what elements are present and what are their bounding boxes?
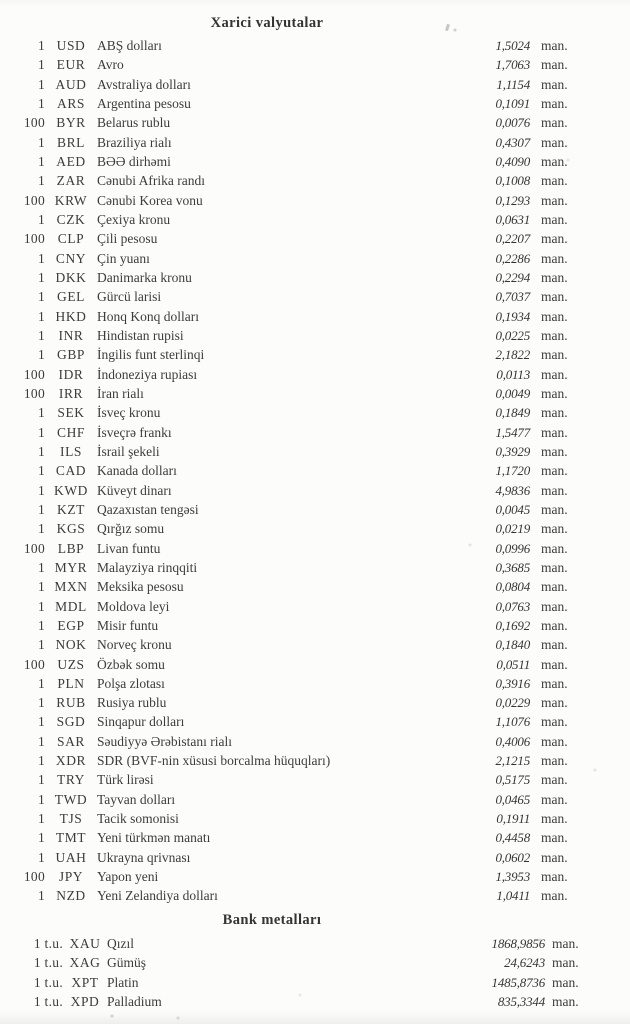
currency-code: AUD xyxy=(55,76,87,92)
metal-code: XAG xyxy=(69,955,101,971)
currency-quantity: 1 xyxy=(37,405,45,421)
currency-rate-row xyxy=(0,171,630,190)
currency-unit-suffix: man. xyxy=(541,830,568,846)
currency-name: Səudiyyə Ərəbistanı rialı xyxy=(97,733,232,749)
currency-code: SEK xyxy=(57,405,85,421)
currency-name: Cənubi Afrika randı xyxy=(97,173,205,189)
currency-name: Yapon yeni xyxy=(97,869,159,885)
currency-code: KRW xyxy=(54,192,88,208)
currency-rate-value: 0,2207 xyxy=(495,231,530,247)
metal-unit-suffix: man. xyxy=(552,993,579,1009)
currency-rate-row xyxy=(0,616,630,635)
currency-unit-suffix: man. xyxy=(541,57,568,73)
currency-code: UZS xyxy=(57,656,85,672)
currency-code: INR xyxy=(58,327,84,343)
currency-rate-value: 0,1911 xyxy=(496,811,530,827)
currency-rate-value: 0,1934 xyxy=(495,308,530,324)
currency-unit-suffix: man. xyxy=(541,231,568,247)
currency-quantity: 1 xyxy=(37,772,45,788)
currency-unit-suffix: man. xyxy=(541,579,568,595)
currency-code: CNY xyxy=(55,250,87,266)
currency-quantity: 1 xyxy=(37,482,45,498)
currency-code: TRY xyxy=(56,772,86,788)
currency-unit-suffix: man. xyxy=(541,173,568,189)
currency-name: Tayvan dolları xyxy=(97,791,176,807)
currency-name: Sinqapur dolları xyxy=(97,714,185,730)
currency-rate-value: 0,0763 xyxy=(495,598,530,614)
currency-unit-suffix: man. xyxy=(541,521,568,537)
currency-unit-suffix: man. xyxy=(541,869,568,885)
currency-name: İsveçrə frankı xyxy=(97,424,172,440)
currency-rate-value: 0,4458 xyxy=(495,830,530,846)
metal-rate-row xyxy=(0,934,630,953)
currency-rate-value: 1,0411 xyxy=(496,888,530,904)
metal-unit-suffix: man. xyxy=(552,974,579,990)
currency-code: MXN xyxy=(54,579,88,595)
currency-rate-value: 0,0049 xyxy=(495,385,530,401)
currency-rate-value: 0,4006 xyxy=(495,733,530,749)
currency-rate-value: 2,1822 xyxy=(495,347,530,363)
currency-quantity: 1 xyxy=(37,269,45,285)
currency-code: TWD xyxy=(54,791,88,807)
currency-quantity: 1 xyxy=(37,76,45,92)
currency-rate-value: 0,4307 xyxy=(495,134,530,150)
currency-code: SAR xyxy=(56,733,86,749)
currency-rate-value: 0,0804 xyxy=(495,579,530,595)
currency-name: Avstraliya dolları xyxy=(97,76,191,92)
currency-name: Çin yuanı xyxy=(97,250,150,266)
metal-rate-row xyxy=(0,953,630,972)
currency-code: CHF xyxy=(56,424,86,440)
currency-quantity: 1 xyxy=(37,579,45,595)
currency-rate-value: 0,3916 xyxy=(495,675,530,691)
currency-rate-row xyxy=(0,94,630,113)
currency-name: Qazaxıstan tengəsi xyxy=(97,501,199,517)
currency-name: İngilis funt sterlinqi xyxy=(97,347,205,363)
currency-rate-row xyxy=(0,191,630,210)
currency-unit-suffix: man. xyxy=(541,308,568,324)
currency-rate-value: 1,5477 xyxy=(495,424,530,440)
currency-name: Tacik somonisi xyxy=(97,811,179,827)
currency-quantity: 1 xyxy=(37,888,45,904)
currency-rate-row xyxy=(0,790,630,809)
currency-quantity: 1 xyxy=(37,598,45,614)
currency-quantity: 1 xyxy=(37,327,45,343)
currency-quantity: 100 xyxy=(23,385,45,401)
currency-unit-suffix: man. xyxy=(541,327,568,343)
currency-rate-row xyxy=(0,577,630,596)
currency-unit-suffix: man. xyxy=(541,250,568,266)
currency-rate-row xyxy=(0,828,630,847)
currency-unit-suffix: man. xyxy=(541,695,568,711)
currency-unit-suffix: man. xyxy=(541,38,568,53)
currency-name: Misir funtu xyxy=(97,617,159,633)
currency-name: Malayziya rinqqiti xyxy=(97,559,198,575)
currency-rate-row xyxy=(0,113,630,132)
currency-code: UAH xyxy=(55,849,87,865)
currency-rate-row xyxy=(0,770,630,789)
currency-code: DKK xyxy=(55,269,87,285)
currency-unit-suffix: man. xyxy=(541,366,568,382)
metal-unit-suffix: man. xyxy=(552,955,579,971)
currency-quantity: 100 xyxy=(23,192,45,208)
currency-name: İndoneziya rupiası xyxy=(97,366,198,382)
metal-quantity: 1 t.u. xyxy=(33,993,63,1009)
currency-rate-value: 0,1849 xyxy=(495,405,530,421)
currency-rate-value: 0,5175 xyxy=(495,772,530,788)
currency-rate-row xyxy=(0,519,630,538)
currency-rate-row xyxy=(0,481,630,500)
currency-unit-suffix: man. xyxy=(541,424,568,440)
currency-quantity: 1 xyxy=(37,753,45,769)
currency-rate-row xyxy=(0,655,630,674)
currency-rate-row xyxy=(0,403,630,422)
currency-name: Çili pesosu xyxy=(97,231,158,247)
currency-code: RUB xyxy=(56,695,86,711)
currency-name: BƏƏ dirhəmi xyxy=(97,153,171,169)
currency-rate-row xyxy=(0,36,630,55)
currency-rate-row xyxy=(0,326,630,345)
currency-name: Hindistan rupisi xyxy=(97,327,184,343)
currency-code: IRR xyxy=(58,385,84,401)
currency-rate-value: 0,1840 xyxy=(495,637,530,653)
currency-rate-row xyxy=(0,693,630,712)
currency-unit-suffix: man. xyxy=(541,772,568,788)
currency-code: CLP xyxy=(57,231,85,247)
currency-rate-value: 0,0113 xyxy=(496,366,530,382)
metal-rate-value: 1868,9856 xyxy=(491,936,545,951)
currency-rate-row xyxy=(0,229,630,248)
metal-rate-row xyxy=(0,992,630,1011)
currency-name: Meksika pesosu xyxy=(97,579,184,595)
currency-quantity: 1 xyxy=(37,57,45,73)
currency-rate-row xyxy=(0,732,630,751)
metal-code: XPD xyxy=(70,993,100,1009)
currency-quantity: 1 xyxy=(37,443,45,459)
currency-quantity: 1 xyxy=(37,463,45,479)
currency-name: ABŞ dolları xyxy=(97,38,162,53)
currency-code: TMT xyxy=(55,830,87,846)
currency-rate-row xyxy=(0,886,630,905)
currency-unit-suffix: man. xyxy=(541,385,568,401)
bank-metals-rate-table xyxy=(0,934,630,1011)
currency-quantity: 1 xyxy=(37,153,45,169)
currency-rate-row xyxy=(0,133,630,152)
currency-quantity: 100 xyxy=(23,231,45,247)
currency-rate-value: 0,7037 xyxy=(495,289,530,305)
metal-code: XAU xyxy=(69,936,101,951)
currency-quantity: 1 xyxy=(37,308,45,324)
metal-unit-suffix: man. xyxy=(552,936,579,951)
currency-rate-row xyxy=(0,809,630,828)
currency-rate-row xyxy=(0,345,630,364)
currency-unit-suffix: man. xyxy=(541,811,568,827)
currency-code: LBP xyxy=(57,540,85,556)
currency-rate-row xyxy=(0,384,630,403)
currency-code: NOK xyxy=(55,637,87,653)
currency-rate-row xyxy=(0,674,630,693)
currency-unit-suffix: man. xyxy=(541,192,568,208)
metal-quantity: 1 t.u. xyxy=(33,974,63,990)
currency-rate-value: 0,3929 xyxy=(495,443,530,459)
currency-code: JPY xyxy=(58,869,84,885)
currency-name: Yeni Zelandiya dolları xyxy=(97,888,218,904)
currency-code: IDR xyxy=(58,366,84,382)
metal-quantity: 1 t.u. xyxy=(33,936,63,951)
currency-quantity: 1 xyxy=(37,211,45,227)
currency-code: EUR xyxy=(56,57,86,73)
currency-name: Türk lirəsi xyxy=(97,772,154,788)
currency-code: SGD xyxy=(56,714,86,730)
currency-quantity: 1 xyxy=(37,424,45,440)
currency-code: TJS xyxy=(59,811,83,827)
currency-name: İran rialı xyxy=(97,385,144,401)
currency-quantity: 1 xyxy=(37,811,45,827)
currency-rate-value: 0,2286 xyxy=(495,250,530,266)
currency-quantity: 100 xyxy=(23,366,45,382)
currency-unit-suffix: man. xyxy=(541,115,568,131)
currency-unit-suffix: man. xyxy=(541,656,568,672)
currency-rate-value: 0,0076 xyxy=(495,115,530,131)
metal-name: Qızıl xyxy=(107,936,134,951)
currency-rate-row xyxy=(0,287,630,306)
metal-rate-value: 1485,8736 xyxy=(491,974,545,990)
currency-name: Honq Konq dolları xyxy=(97,308,199,324)
metal-name: Palladium xyxy=(107,993,162,1009)
currency-name: İsveç kronu xyxy=(97,405,161,421)
currency-rate-row xyxy=(0,539,630,558)
currency-rate-row xyxy=(0,635,630,654)
currency-name: Belarus rublu xyxy=(97,115,171,131)
currency-unit-suffix: man. xyxy=(541,617,568,633)
currency-rate-value: 0,0631 xyxy=(495,211,530,227)
currency-code: CAD xyxy=(55,463,87,479)
metal-rate-value: 24,6243 xyxy=(504,955,545,971)
currency-rate-value: 0,0229 xyxy=(495,695,530,711)
currency-rate-value: 1,7063 xyxy=(495,57,530,73)
currency-name: Kanada dolları xyxy=(97,463,177,479)
currency-quantity: 1 xyxy=(37,675,45,691)
currency-name: Braziliya rialı xyxy=(97,134,172,150)
currency-code: ILS xyxy=(59,443,83,459)
currency-unit-suffix: man. xyxy=(541,598,568,614)
currency-rate-row xyxy=(0,268,630,287)
metal-name: Platin xyxy=(107,974,139,990)
currency-rate-row xyxy=(0,867,630,886)
currency-quantity: 1 xyxy=(37,733,45,749)
currency-name: Qırğız somu xyxy=(97,521,165,537)
currency-unit-suffix: man. xyxy=(541,753,568,769)
currency-unit-suffix: man. xyxy=(541,714,568,730)
currency-quantity: 100 xyxy=(23,869,45,885)
currency-rate-row xyxy=(0,558,630,577)
currency-quantity: 1 xyxy=(37,289,45,305)
currency-unit-suffix: man. xyxy=(541,888,568,904)
currency-unit-suffix: man. xyxy=(541,289,568,305)
currency-code: MYR xyxy=(54,559,88,575)
currency-unit-suffix: man. xyxy=(541,95,568,111)
currency-unit-suffix: man. xyxy=(541,269,568,285)
currency-quantity: 1 xyxy=(37,695,45,711)
currency-rate-value: 0,1008 xyxy=(495,173,530,189)
currency-rate-table xyxy=(0,36,630,906)
currency-rate-row xyxy=(0,500,630,519)
currency-name: Cənubi Korea vonu xyxy=(97,192,203,208)
currency-code: CZK xyxy=(56,211,86,227)
metal-quantity: 1 t.u. xyxy=(33,955,63,971)
currency-code: BRL xyxy=(56,134,86,150)
currency-name: Gürcü larisi xyxy=(97,289,162,305)
currency-unit-suffix: man. xyxy=(541,482,568,498)
currency-quantity: 1 xyxy=(37,637,45,653)
currency-unit-suffix: man. xyxy=(541,443,568,459)
metal-name: Gümüş xyxy=(107,955,147,971)
currency-name: Avro xyxy=(97,57,124,73)
currency-rate-value: 1,1154 xyxy=(496,76,530,92)
currency-code: USD xyxy=(56,38,86,53)
currency-rate-row xyxy=(0,751,630,770)
currency-rate-value: 1,3953 xyxy=(495,869,530,885)
currency-rate-row xyxy=(0,75,630,94)
currency-name: Polşa zlotası xyxy=(97,675,165,691)
currency-unit-suffix: man. xyxy=(541,559,568,575)
currency-rate-row xyxy=(0,307,630,326)
currency-unit-suffix: man. xyxy=(541,405,568,421)
currency-name: SDR (BVF-nin xüsusi borcalma hüquqları) xyxy=(97,753,331,769)
currency-unit-suffix: man. xyxy=(541,153,568,169)
currency-unit-suffix: man. xyxy=(541,76,568,92)
currency-quantity: 1 xyxy=(37,714,45,730)
currency-name: Ukrayna qrivnası xyxy=(97,849,191,865)
currency-rate-row xyxy=(0,848,630,867)
currency-quantity: 100 xyxy=(23,656,45,672)
currency-code: ZAR xyxy=(56,173,86,189)
currency-name: Moldova leyi xyxy=(97,598,170,614)
currency-unit-suffix: man. xyxy=(541,347,568,363)
currency-unit-suffix: man. xyxy=(541,211,568,227)
currency-code: GEL xyxy=(56,289,86,305)
currency-name: Özbək somu xyxy=(97,656,165,672)
currency-rate-value: 0,1091 xyxy=(495,95,530,111)
currency-quantity: 1 xyxy=(37,617,45,633)
currency-unit-suffix: man. xyxy=(541,501,568,517)
currency-name: Rusiya rublu xyxy=(97,695,167,711)
currency-rate-value: 0,1692 xyxy=(495,617,530,633)
currency-rate-value: 0,0225 xyxy=(495,327,530,343)
currency-unit-suffix: man. xyxy=(541,791,568,807)
currency-unit-suffix: man. xyxy=(541,134,568,150)
currency-quantity: 1 xyxy=(37,849,45,865)
currency-quantity: 100 xyxy=(23,115,45,131)
currency-code: PLN xyxy=(57,675,85,691)
currency-unit-suffix: man. xyxy=(541,463,568,479)
bank-metals-section-title: Bank metalları xyxy=(222,912,322,928)
currency-rate-value: 0,4090 xyxy=(495,153,530,169)
currency-rate-row xyxy=(0,210,630,229)
currency-rate-value: 0,0602 xyxy=(495,849,530,865)
currency-code: KZT xyxy=(56,501,86,517)
currency-rate-row xyxy=(0,442,630,461)
currency-quantity: 1 xyxy=(37,830,45,846)
currency-code: EGP xyxy=(57,617,85,633)
currency-name: Livan funtu xyxy=(97,540,161,556)
currency-quantity: 1 xyxy=(37,250,45,266)
metal-rate-row xyxy=(0,973,630,992)
currency-name: Danimarka kronu xyxy=(97,269,192,285)
currency-rate-row xyxy=(0,55,630,74)
metal-code: XPT xyxy=(71,974,99,990)
currency-unit-suffix: man. xyxy=(541,733,568,749)
currency-rate-value: 0,1293 xyxy=(495,192,530,208)
currency-code: GBP xyxy=(56,347,86,363)
currency-unit-suffix: man. xyxy=(541,637,568,653)
foreign-currencies-section-title: Xarici valyutalar xyxy=(210,15,324,31)
currency-quantity: 1 xyxy=(37,347,45,363)
currency-quantity: 100 xyxy=(23,540,45,556)
currency-quantity: 1 xyxy=(37,521,45,537)
currency-rate-value: 0,0219 xyxy=(495,521,530,537)
currency-rate-row xyxy=(0,597,630,616)
currency-code: NZD xyxy=(56,888,86,904)
currency-quantity: 1 xyxy=(37,501,45,517)
currency-name: Argentina pesosu xyxy=(97,95,191,111)
currency-name: Küveyt dinarı xyxy=(97,482,172,498)
currency-quantity: 1 xyxy=(37,38,45,53)
currency-quantity: 1 xyxy=(37,95,45,111)
currency-rate-row xyxy=(0,712,630,731)
currency-rate-value: 1,5024 xyxy=(495,38,530,53)
currency-code: AED xyxy=(56,153,86,169)
currency-rate-row xyxy=(0,461,630,480)
currency-quantity: 1 xyxy=(37,791,45,807)
currency-code: BYR xyxy=(56,115,86,131)
currency-rate-row xyxy=(0,152,630,171)
currency-code: MDL xyxy=(55,598,87,614)
currency-rate-value: 0,0045 xyxy=(495,501,530,517)
currency-code: ARS xyxy=(56,95,86,111)
currency-code: KGS xyxy=(56,521,86,537)
currency-rate-row xyxy=(0,423,630,442)
currency-unit-suffix: man. xyxy=(541,849,568,865)
currency-quantity: 1 xyxy=(37,134,45,150)
currency-rate-value: 0,0511 xyxy=(496,656,530,672)
currency-name: Norveç kronu xyxy=(97,637,172,653)
currency-unit-suffix: man. xyxy=(541,675,568,691)
currency-rate-value: 0,0465 xyxy=(495,791,530,807)
currency-quantity: 1 xyxy=(37,559,45,575)
currency-name: Çexiya kronu xyxy=(97,211,171,227)
currency-unit-suffix: man. xyxy=(541,540,568,556)
currency-rate-value: 2,1215 xyxy=(495,753,530,769)
currency-code: HKD xyxy=(55,308,87,324)
currency-rate-value: 4,9836 xyxy=(495,482,530,498)
currency-name: İsrail şekeli xyxy=(97,443,160,459)
currency-rate-value: 0,0996 xyxy=(495,540,530,556)
currency-rate-value: 0,3685 xyxy=(495,559,530,575)
currency-code: KWD xyxy=(53,482,89,498)
currency-rate-value: 0,2294 xyxy=(495,269,530,285)
currency-quantity: 1 xyxy=(37,173,45,189)
currency-name: Yeni türkmən manatı xyxy=(97,830,211,846)
currency-rate-value: 1,1720 xyxy=(495,463,530,479)
currency-rate-row xyxy=(0,365,630,384)
currency-code: XDR xyxy=(55,753,87,769)
currency-rate-row xyxy=(0,249,630,268)
metal-rate-value: 835,3344 xyxy=(497,993,545,1009)
currency-rate-value: 1,1076 xyxy=(495,714,530,730)
